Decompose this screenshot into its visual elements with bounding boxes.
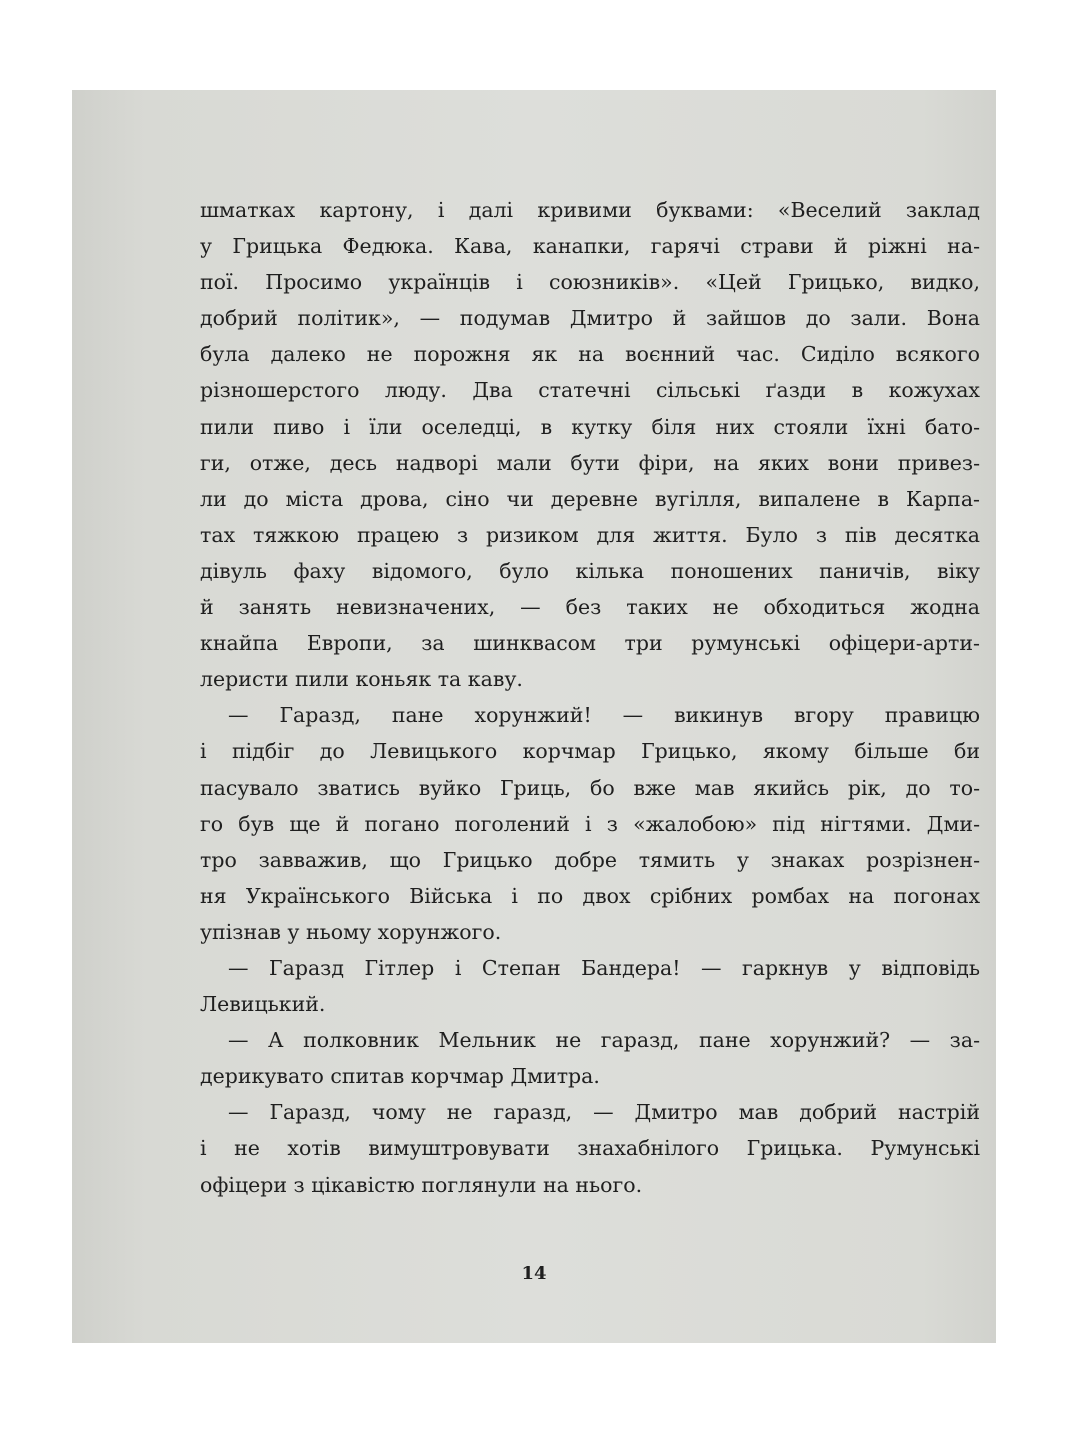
text-line: дерикувато спитав корчмар Дмитра.	[200, 1064, 600, 1089]
text-line: — А полковник Мельник не гаразд, пане хорунжий? — за-	[228, 1028, 980, 1053]
text-line: Левицький.	[200, 992, 326, 1017]
text-line: дівуль фаху відомого, було кілька поношених паничів, віку	[200, 558, 980, 583]
text-line: офіцери з цікавістю поглянули на нього.	[200, 1172, 643, 1197]
text-line: — Гаразд, чому не гаразд, — Дмитро мав добрий настрій	[228, 1100, 980, 1125]
text-line: пили пиво і їли оселедці, в кутку біля них стояли їхні бато-	[200, 414, 980, 439]
text-line: ня Українського Війська і по двох срібних ромбах на погонах	[200, 883, 980, 908]
text-line: і підбіг до Левицького корчмар Грицько, якому більше би	[200, 739, 980, 764]
page-number: 14	[521, 1263, 547, 1284]
text-line: ли до міста дрова, сіно чи деревне вугілля, випалене в Карпа-	[200, 486, 980, 511]
body-text	[200, 192, 980, 1203]
text-line: тах тяжкою працею з ризиком для життя. Було з пів десятка	[200, 522, 980, 547]
text-line: у Грицька Федюка. Кава, канапки, гарячі страви й ріжні на-	[200, 234, 980, 259]
text-line: пої. Просимо українців і союзників». «Цей Грицько, видко,	[200, 270, 980, 295]
text-line: різношерстого люду. Два статечні сільські ґазди в кожухах	[200, 378, 980, 403]
text-line: кнайпа Европи, за шинквасом три румунські офіцери-арти-	[200, 631, 980, 656]
text-line: — Гаразд Гітлер і Степан Бандера! — гаркнув у відповідь	[228, 955, 980, 980]
text-line: упізнав у ньому хорунжого.	[200, 919, 502, 944]
text-line: — Гаразд, пане хорунжий! — викинув вгору правицю	[228, 703, 980, 728]
text-line: добрий політик», — подумав Дмитро й зайшов до зали. Вона	[200, 306, 980, 331]
text-line: го був ще й погано поголений і з «жалобою» під нігтями. Дми-	[200, 811, 980, 836]
text-line: і не хотів вимуштровувати знахабнілого Грицька. Румунські	[200, 1136, 980, 1161]
text-line: була далеко не порожня як на воєнний час. Сиділо всякого	[200, 342, 980, 367]
text-line: шматках картону, і далі кривими буквами: «Веселий заклад	[200, 198, 980, 222]
text-line: й занять невизначених, — без таких не обходиться жодна	[200, 595, 980, 620]
text-line: тро завважив, що Грицько добре тямить у знаках розрізнен-	[200, 847, 980, 872]
book-page	[72, 90, 996, 1343]
text-line: леристи пили коньяк та каву.	[200, 667, 523, 692]
text-line: пасувало зватись вуйко Гриць, бо вже мав якийсь рік, до то-	[200, 775, 980, 800]
text-line: ги, отже, десь надворі мали бути фіри, на яких вони привез-	[200, 450, 980, 475]
